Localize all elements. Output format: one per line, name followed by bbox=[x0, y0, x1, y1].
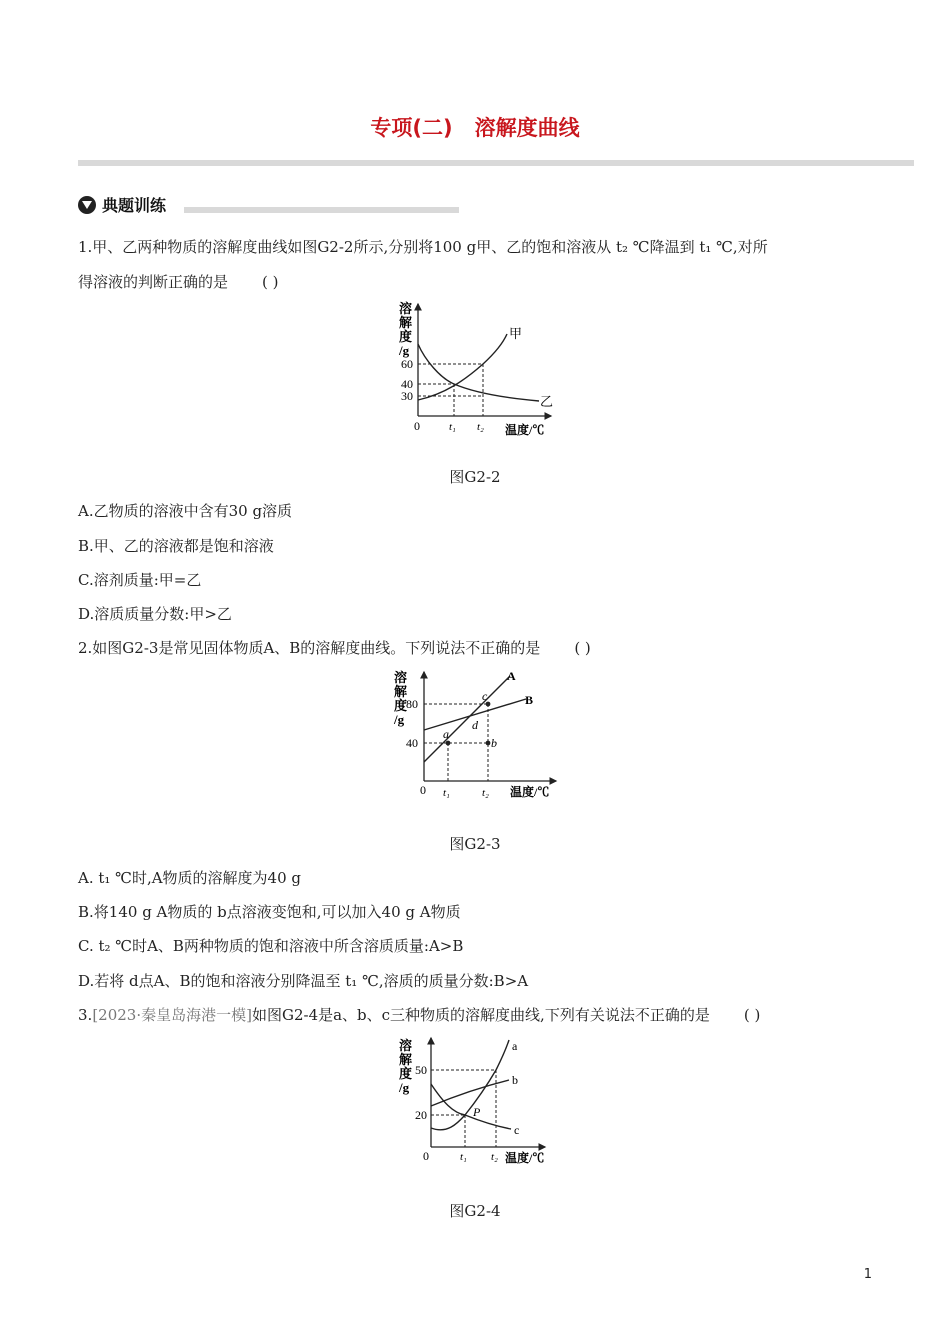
y-axis-label-2: 解 bbox=[399, 315, 413, 330]
point-label-d: d bbox=[472, 718, 478, 732]
series-label-b: B bbox=[525, 693, 534, 707]
figure-caption-g2-3: 图G2-3 bbox=[449, 835, 501, 853]
origin-label: 0 bbox=[414, 419, 420, 433]
point-label-p: P bbox=[473, 1105, 481, 1119]
q2-stem bbox=[78, 637, 591, 659]
q3-source: [2023·秦皇岛海港一模] bbox=[92, 1006, 252, 1024]
y-axis-label-1: 溶 bbox=[394, 670, 408, 685]
curve-b bbox=[431, 1080, 509, 1106]
y-axis-label-4: /g bbox=[394, 712, 405, 727]
point-b bbox=[486, 741, 491, 746]
y-tick-60: 60 bbox=[401, 357, 413, 371]
y-axis-label-4: /g bbox=[399, 1080, 410, 1095]
figure-g2-2 bbox=[395, 298, 565, 440]
q1-stem-line-1: 1.甲、乙两种物质的溶解度曲线如图G2-2所示,分别将100 g甲、乙的饱和溶液从 t₂ ℃降温到 t₁ ℃,对所 bbox=[78, 238, 768, 256]
series-label-b: b bbox=[512, 1073, 518, 1087]
x-tick-t2: t₂ bbox=[477, 421, 484, 433]
q2-option-d: D.若将 d点A、B的饱和溶液分别降温至 t₁ ℃,溶质的质量分数:B>A bbox=[78, 972, 529, 990]
q2-option-b: B.将140 g A物质的 b点溶液变饱和,可以加入40 g A物质 bbox=[78, 903, 461, 921]
point-label-c: c bbox=[482, 689, 488, 703]
line-a bbox=[424, 676, 510, 762]
y-axis-label-1: 溶 bbox=[399, 1038, 413, 1053]
curve-yi bbox=[418, 344, 539, 401]
q1-option-d: D.溶质质量分数:甲>乙 bbox=[78, 605, 232, 623]
figure-caption-g2-2: 图G2-2 bbox=[449, 468, 501, 486]
figure-g2-3 bbox=[392, 666, 562, 806]
point-label-a: a bbox=[443, 727, 449, 741]
q3-stem bbox=[78, 1004, 760, 1026]
x-tick-t2: t₂ bbox=[482, 787, 489, 799]
series-label-a: a bbox=[512, 1039, 518, 1053]
y-tick-40: 40 bbox=[401, 377, 413, 391]
triangle-down-icon bbox=[78, 196, 96, 214]
section-label: 典题训练 bbox=[102, 196, 167, 215]
series-label-c: c bbox=[514, 1123, 520, 1137]
y-axis-label-4: /g bbox=[399, 343, 410, 358]
title-divider bbox=[78, 160, 914, 166]
q2-option-c: C. t₂ ℃时A、B两种物质的饱和溶液中所含溶质质量:A>B bbox=[78, 937, 464, 955]
series-label-jia: 甲 bbox=[509, 326, 523, 341]
x-tick-t2: t₂ bbox=[491, 1151, 498, 1163]
page-title bbox=[0, 112, 950, 142]
q3-answer-blank: ( ) bbox=[743, 1006, 761, 1024]
y-axis-label-3: 度 bbox=[394, 698, 408, 713]
y-axis-label-1: 溶 bbox=[399, 301, 413, 316]
figure-caption-g2-4: 图G2-4 bbox=[449, 1202, 501, 1220]
y-axis-label-3: 度 bbox=[399, 1066, 413, 1081]
q2-option-a: A. t₁ ℃时,A物质的溶解度为40 g bbox=[78, 869, 302, 887]
title-part-2: 溶解度曲线 bbox=[474, 116, 580, 140]
y-tick-50: 50 bbox=[415, 1063, 427, 1077]
y-axis-label-2: 解 bbox=[399, 1052, 413, 1067]
title-part-1: 专项(二) bbox=[370, 116, 453, 140]
x-axis-label: 温度/℃ bbox=[510, 785, 550, 799]
x-tick-t1: t₁ bbox=[460, 1151, 467, 1163]
y-axis-label-2: 解 bbox=[394, 684, 408, 699]
x-tick-t1: t₁ bbox=[449, 421, 456, 433]
y-tick-20: 20 bbox=[415, 1108, 427, 1122]
y-tick-40: 40 bbox=[406, 736, 418, 750]
point-label-b: b bbox=[491, 736, 497, 750]
q3-number: 3. bbox=[78, 1006, 93, 1024]
q2-stem-text: 2.如图G2-3是常见固体物质A、B的溶解度曲线。下列说法不正确的是 bbox=[78, 639, 541, 657]
q1-stem-text: 得溶液的判断正确的是 bbox=[78, 273, 229, 291]
section-header bbox=[78, 193, 166, 216]
y-tick-30: 30 bbox=[401, 389, 413, 403]
origin-label: 0 bbox=[423, 1149, 429, 1163]
q3-stem-text: 如图G2-4是a、b、c三种物质的溶解度曲线,下列有关说法不正确的是 bbox=[251, 1006, 710, 1024]
series-label-a: A bbox=[507, 669, 516, 683]
y-axis-label-3: 度 bbox=[399, 329, 413, 344]
q1-option-a: A.乙物质的溶液中含有30 g溶质 bbox=[78, 502, 293, 520]
q1-stem-line-2 bbox=[78, 271, 279, 293]
point-a bbox=[446, 741, 451, 746]
q1-option-b: B.甲、乙的溶液都是饱和溶液 bbox=[78, 537, 274, 555]
section-divider bbox=[184, 207, 459, 213]
q1-option-c: C.溶剂质量:甲=乙 bbox=[78, 571, 202, 589]
x-tick-t1: t₁ bbox=[443, 787, 450, 799]
curve-jia bbox=[418, 334, 507, 400]
y-tick-80: 80 bbox=[406, 697, 418, 711]
origin-label: 0 bbox=[420, 783, 426, 797]
x-axis-label: 温度/℃ bbox=[505, 1151, 545, 1165]
page-number: 1 bbox=[863, 1267, 872, 1282]
x-axis-label: 温度/℃ bbox=[505, 423, 545, 437]
q1-answer-blank: ( ) bbox=[262, 273, 279, 291]
series-label-yi: 乙 bbox=[540, 394, 554, 409]
figure-g2-4 bbox=[395, 1034, 565, 1174]
q2-answer-blank: ( ) bbox=[574, 639, 591, 657]
